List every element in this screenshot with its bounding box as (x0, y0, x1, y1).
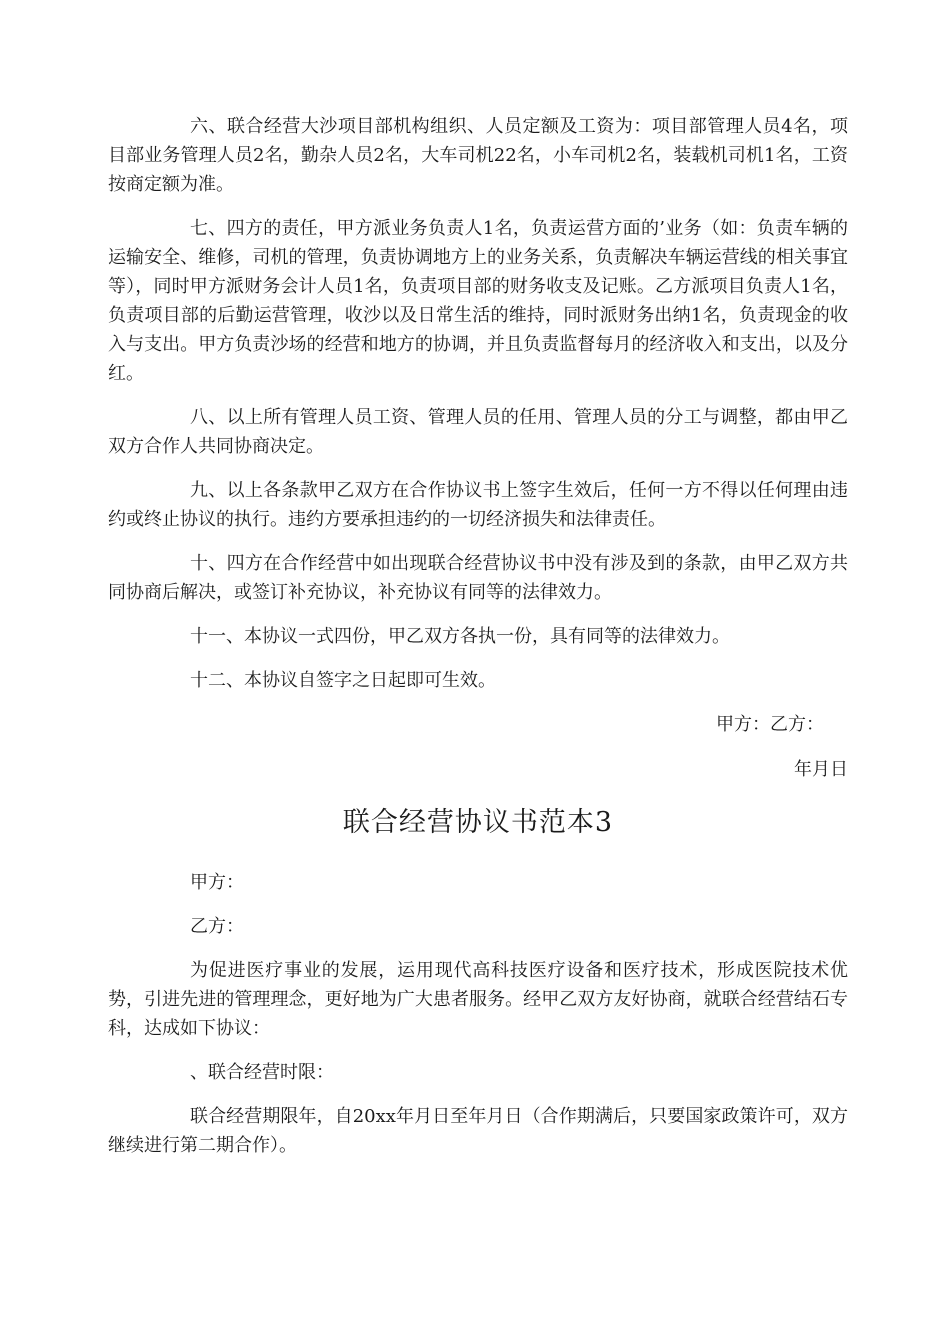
clause-10: 十、四方在合作经营中如出现联合经营协议书中没有涉及到的条款，由甲乙双方共同协商后解决，或签订补充协议，补充协议有同等的法律效力。 (108, 553, 848, 603)
document-page (108, 112, 848, 1175)
term-paragraph: 联合经营期限年，自20xx年月日至年月日（合作期满后，只要国家政策许可，双方继续进行第二期合作）。 (108, 1106, 848, 1156)
party-b-label: 乙方： (190, 916, 244, 937)
clause-7: 七、四方的责任，甲方派业务负责人1名，负责运营方面的’业务（如：负责车辆的运输安全、维修，司机的管理，负责协调地方上的业务关系，负责解决车辆运营线的相关事宜等），同时甲方派财务会计人员1名，负责项目部的财务收支及记账。乙方派项目负责人1名，负责项目部的后勤运营管理，收沙以及日常生活的维持，同时派财务出纳1名，负责现金的收入与支出。甲方负责沙场的经营和地方的协调，并且负责监督每月的经济收入和支出，以及分红。 (108, 218, 848, 384)
section-title: 联合经营协议书范本3 (342, 807, 614, 838)
clause-8: 八、以上所有管理人员工资、管理人员的任用、管理人员的分工与调整，都由甲乙双方合作人共同协商决定。 (108, 407, 848, 457)
party-a-label: 甲方： (190, 872, 244, 893)
date-line: 年月日 (794, 759, 848, 780)
clause-6: 六、联合经营大沙项目部机构组织、人员定额及工资为：项目部管理人员4名，项目部业务管理人员2名，勤杂人员2名，大车司机22名，小车司机2名，装载机司机1名，工资按商定额为准。 (108, 116, 848, 195)
intro-paragraph: 为促进医疗事业的发展，运用现代高科技医疗设备和医疗技术，形成医院技术优势，引进先进的管理理念，更好地为广大患者服务。经甲乙双方友好协商，就联合经营结石专科，达成如下协议： (108, 960, 848, 1039)
clause-12: 十二、本协议自签字之日起即可生效。 (190, 670, 496, 691)
clause-9: 九、以上各条款甲乙双方在合作协议书上签字生效后，任何一方不得以任何理由违约或终止协议的执行。违约方要承担违约的一切经济损失和法律责任。 (108, 480, 848, 530)
clause-11: 十一、本协议一式四份，甲乙双方各执一份，具有同等的法律效力。 (190, 626, 730, 647)
signature-line: 甲方：乙方： (716, 714, 824, 735)
term-heading: 、联合经营时限： (190, 1062, 334, 1083)
